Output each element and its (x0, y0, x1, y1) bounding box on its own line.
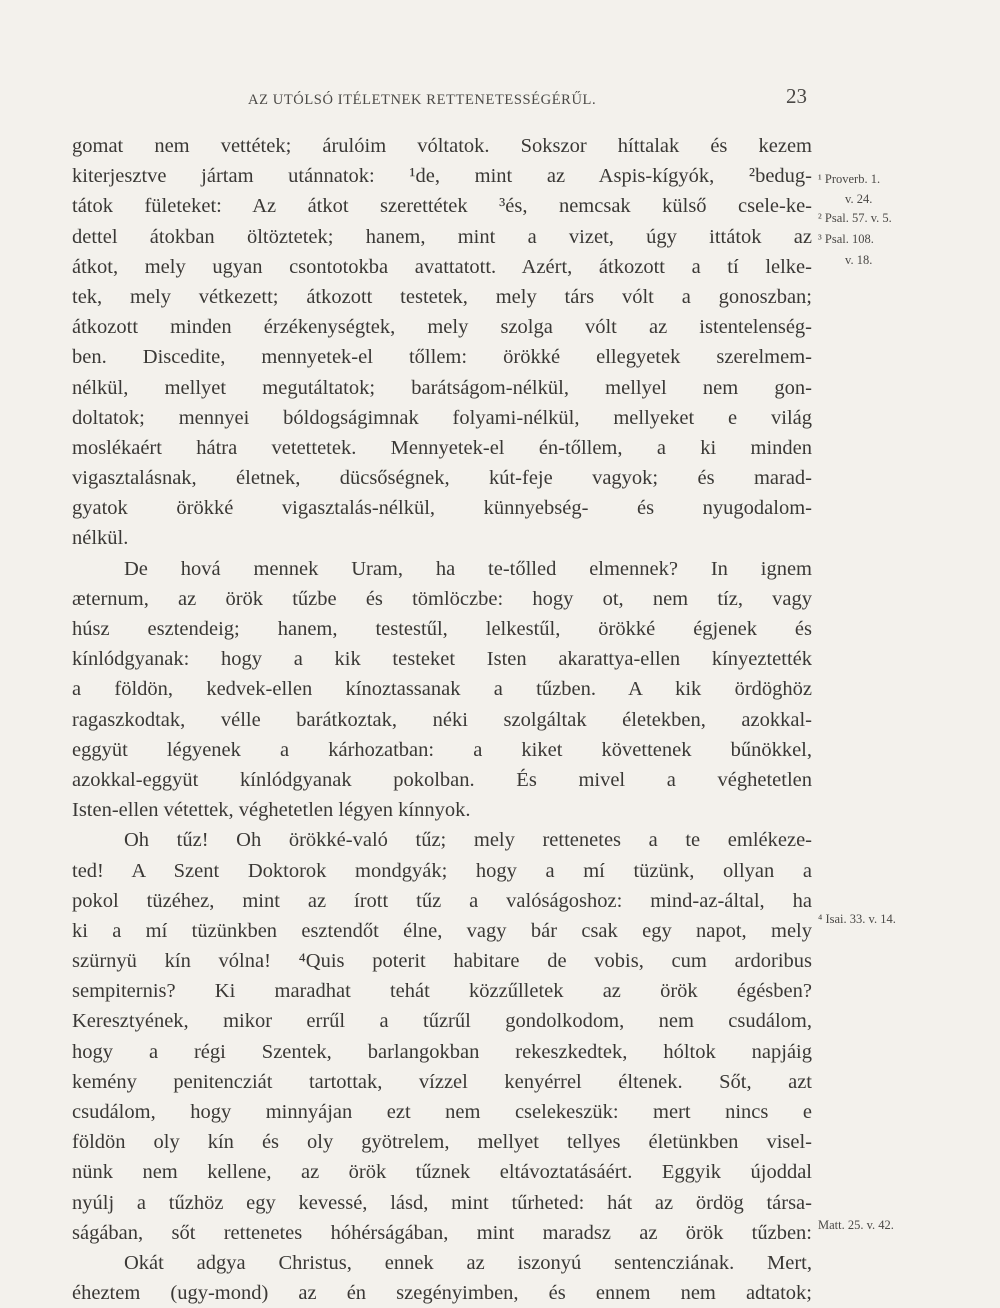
text-line: gomat nem vettétek; árulóim vóltatok. Sokszor híttalak és kezem (72, 135, 812, 157)
text-line: sempiternis? Ki maradhat tehát közzűlletek az örök égésben? (72, 980, 812, 1003)
text-line: moslékaért hátra vetettetek. Mennyetek-el én-tőllem, a ki minden (72, 436, 812, 459)
text-line: kínlódgyanak: hogy a kik testeket Isten akarattya-ellen kínyeztették (72, 648, 812, 671)
text-line: eggyüt légyenek a kárhozatban: a kiket követtenek bűnökkel, (72, 738, 812, 761)
text-line: húsz esztendeig; hanem, testestűl, lelkestűl, örökké égjenek és (72, 618, 812, 640)
text-line: kiterjesztve jártam utánnatok: ¹de, mint az Aspis-kígyók, ²bedug- (72, 165, 812, 188)
text-line: vigasztalásnak, életnek, dücsőségnek, kút-feje vagyok; és marad- (72, 467, 812, 490)
margin-note: Matt. 25. v. 42. (818, 1218, 894, 1232)
body-text (72, 131, 812, 1308)
text-line: hogy a régi Szentek, barlangokban rekeszkedtek, hóltok napjáig (72, 1040, 812, 1063)
text-line: Oh tűz! Oh örökké-való tűz; mely rettenetes a te emlékeze- (124, 829, 812, 852)
text-line: Keresztyének, mikor errűl a tűzrűl gondolkodom, nem csudálom, (72, 1010, 812, 1033)
text-line: Okát adgya Christus, ennek az iszonyú sentencziának. Mert, (124, 1251, 812, 1274)
text-line: azokkal-eggyüt kínlódgyanak pokolban. És mivel a véghetetlen (72, 768, 812, 791)
text-line: ted! A Szent Doktorok mondgyák; hogy a mí tüzünk, ollyan a (72, 859, 812, 882)
text-line: tek, mely vétkezett; átkozott testetek, mely társ vólt a gonoszban; (72, 285, 812, 308)
text-line: ragaszkodtak, vélle barátkoztak, néki szolgáltak életekben, azokkal- (72, 708, 812, 731)
text-line: földön oly kín és oly gyötrelem, mellyet tellyes életünkben visel- (72, 1131, 812, 1154)
text-line: átkozott minden érzékenységtek, mely szolga vólt az istentelenség- (72, 316, 812, 339)
text-line: átkot, mely ugyan csontotokba avattatott. Azért, átkozott a tí lelke- (72, 255, 812, 278)
text-line: tátok fületeket: Az átkot szerettétek ³és, nemcsak külső csele-ke- (72, 195, 812, 218)
running-head: AZ UTÓLSÓ ITÉLETNEK RETTENETESSÉGÉRŰL. (248, 92, 597, 108)
text-line: szürnyü kín vólna! ⁴Quis poterit habitare de vobis, cum ardoribus (72, 950, 812, 973)
text-line: a földön, kedvek-ellen kínoztassanak a tűzben. A kik ördöghöz (72, 678, 812, 701)
text-line: ki a mí tüzünkben esztendőt élne, vagy bár csak egy napot, mely (72, 919, 812, 942)
text-line: dettel átokban öltöztetek; hanem, mint a vizet, úgy ittátok az (72, 225, 812, 248)
text-line: Isten-ellen vétettek, véghetetlen légyen kínnyok. (72, 799, 471, 822)
text-line: pokol tüzéhez, mint az írott tűz a valóságoshoz: mind-az-által, ha (72, 889, 812, 912)
margin-note: v. 24. (845, 192, 873, 206)
margin-note: ² Psal. 57. v. 5. (818, 211, 892, 225)
margin-note: ³ Psal. 108. (818, 232, 874, 246)
margin-note: ⁴ Isai. 33. v. 14. (818, 912, 896, 926)
margin-note: ¹ Proverb. 1. (818, 172, 881, 186)
text-line: nyúlj a tűzhöz egy kevessé, lásd, mint tűrheted: hát az ördög társa- (72, 1191, 812, 1214)
text-line: éheztem (ugy-mond) az én szegényimben, és ennem nem adtatok; (72, 1282, 812, 1305)
text-line: kemény penitencziát tartottak, vízzel kenyérrel éltenek. Sőt, azt (72, 1070, 812, 1093)
text-line: ben. Discedite, mennyetek-el tőllem: örökké ellegyetek szerelmem- (72, 346, 812, 369)
text-line: csudálom, hogy minnyájan ezt nem cselekeszük: mert nincs e (72, 1101, 812, 1123)
text-line: De hová mennek Uram, ha te-tőlled elmennek? In ignem (124, 557, 812, 580)
text-line: gyatok örökké vigasztalás-nélkül, künnyebség- és nyugodalom- (72, 497, 812, 520)
text-line: nélkül, mellyet megutáltatok; barátságom-nélkül, mellyel nem gon- (72, 376, 812, 399)
margin-note: v. 18. (845, 253, 873, 267)
text-line: nünk nem kellene, az örök tűznek eltávoztatásáért. Eggyik újoddal (72, 1161, 812, 1184)
text-line: nélkül. (72, 527, 129, 550)
text-line: æternum, az örök tűzbe és tömlöczbe: hogy ot, nem tíz, vagy (72, 587, 812, 610)
page-number: 23 (786, 84, 807, 108)
text-line: doltatok; mennyei bóldogságimnak folyami-nélkül, mellyeket e világ (72, 406, 812, 429)
text-line: ságában, sőt rettenetes hóhérságában, mint maradsz az örök tűzben: (72, 1221, 812, 1244)
